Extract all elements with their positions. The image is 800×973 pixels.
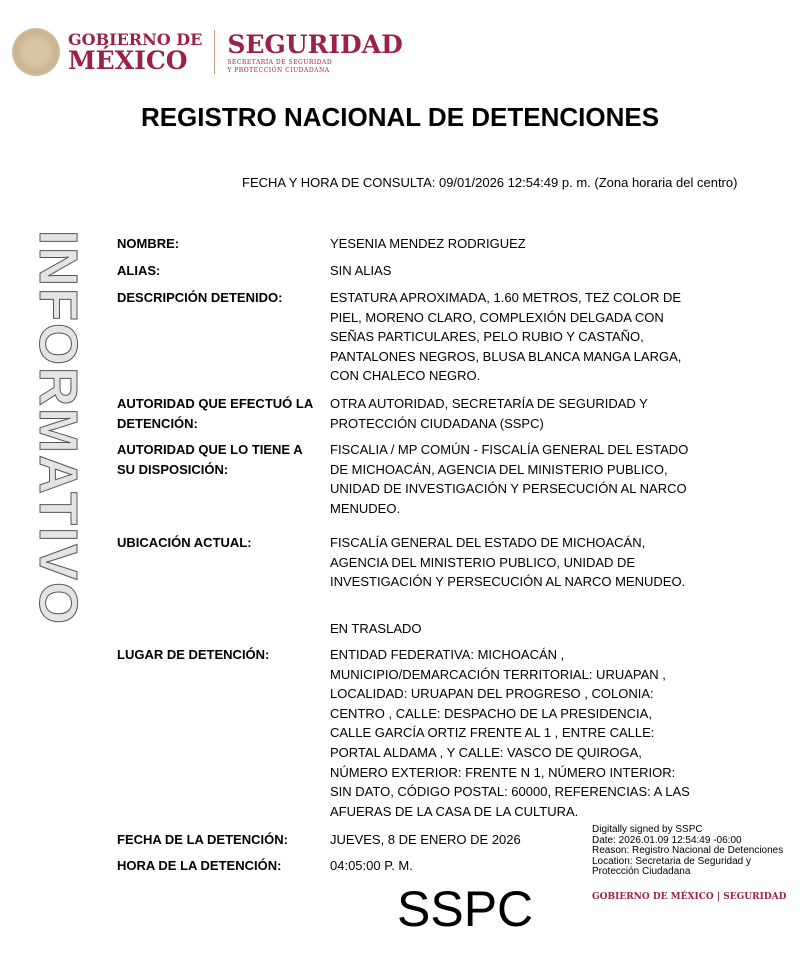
- field-value: ESTATURA APROXIMADA, 1.60 METROS, TEZ COLOR DE PIEL, MORENO CLARO, COMPLEXIÓN DELGADA CON SEÑAS PARTICULARES, PELO RUBIO Y CASTAÑO, PANTALONES NEGROS, BLUSA BLANCA MANGA LARGA, CON CHALECO NEGRO.: [330, 290, 682, 384]
- field-label: AUTORIDAD QUE LO TIENE A SU DISPOSICIÓN:: [117, 442, 303, 477]
- field-value: SIN ALIAS: [330, 263, 392, 278]
- header-logo: [12, 28, 403, 76]
- gob-line2: MÉXICO: [68, 45, 188, 75]
- page-title: REGISTRO NACIONAL DE DETENCIONES: [140, 102, 660, 132]
- watermark: INFORMATIVO: [28, 230, 88, 626]
- logo-divider: [214, 30, 215, 74]
- digital-signature-info: [592, 825, 783, 878]
- sig-line: Reason: Registro Nacional de Detenciones: [592, 845, 784, 856]
- seguridad-text: SEGURIDAD: [227, 30, 403, 60]
- field-value: YESENIA MENDEZ RODRIGUEZ: [330, 236, 526, 251]
- field-label: UBICACIÓN ACTUAL:: [117, 535, 252, 550]
- field-label: AUTORIDAD QUE EFECTUÓ LA DETENCIÓN:: [117, 396, 313, 431]
- sig-line: Date: 2026.01.09 12:54:49 -06:00: [592, 834, 742, 846]
- field-value: JUEVES, 8 DE ENERO DE 2026: [330, 832, 521, 847]
- sec-line1: SECRETARÍA DE SEGURIDAD: [227, 59, 333, 67]
- sec-line2: Y PROTECCIÓN CIUDADANA: [227, 66, 330, 74]
- field-value: 04:05:00 P. M.: [330, 858, 413, 873]
- field-label: FECHA DE LA DETENCIÓN:: [117, 832, 288, 847]
- status-text: EN TRASLADO: [330, 621, 422, 636]
- field-label: ALIAS:: [117, 263, 161, 278]
- field-value: FISCALÍA GENERAL DEL ESTADO DE MICHOACÁN, AGENCIA DEL MINISTERIO PUBLICO, UNIDAD DE INVESTIGACIÓN Y PERSECUCIÓN AL NARCO MENUDEO.: [330, 535, 686, 590]
- consulta-timestamp: FECHA Y HORA DE CONSULTA: 09/01/2026 12:54:49 p. m. (Zona horaria del centro): [242, 175, 738, 190]
- signature-stamp: SSPC: [397, 881, 534, 937]
- sig-line: Protección Ciudadana: [592, 866, 691, 877]
- field-value: OTRA AUTORIDAD, SECRETARÍA DE SEGURIDAD Y PROTECCIÓN CIUDADANA (SSPC): [330, 396, 648, 431]
- gobierno-logo: [68, 29, 203, 75]
- sig-line: Location: Secretaria de Seguridad y: [592, 855, 751, 867]
- field-label: DESCRIPCIÓN DETENIDO:: [117, 290, 283, 305]
- sig-line: Digitally signed by SSPC: [592, 824, 703, 835]
- field-label: NOMBRE:: [117, 236, 180, 251]
- seguridad-logo: [227, 30, 403, 73]
- national-seal-icon: [12, 28, 60, 76]
- field-label: LUGAR DE DETENCIÓN:: [117, 647, 270, 662]
- field-value: FISCALIA / MP COMÚN - FISCALÍA GENERAL DEL ESTADO DE MICHOACÁN, AGENCIA DEL MINISTERIO PUBLICO, UNIDAD DE INVESTIGACIÓN Y PERSECUCIÓN AL NARCO MENUDEO.: [330, 442, 689, 516]
- signature-logo: GOBIERNO DE MÉXICO | SEGURIDAD: [592, 892, 787, 902]
- field-label: HORA DE LA DETENCIÓN:: [117, 858, 282, 873]
- field-value: ENTIDAD FEDERATIVA: MICHOACÁN , MUNICIPIO/DEMARCACIÓN TERRITORIAL: URUAPAN , LOCALIDAD: URUAPAN DEL PROGRESO , COLONIA: CENTRO , CALLE: DESPACHO DE LA PRESIDENCIA, CALLE GARCÍA ORTIZ FRENTE AL 1 , ENTRE CALLE: PORTAL ALDAMA , Y CALLE: VASCO DE QUIROGA, NÚMERO EXTERIOR: FRENTE N 1, NÚMERO INTERIOR: SIN DATO, CÓDIGO POSTAL: 60000, REFERENCIAS: A LAS AFUERAS DE LA CASA DE LA CULTURA.: [330, 647, 690, 819]
- gob-line1: GOBIERNO DE: [68, 29, 203, 49]
